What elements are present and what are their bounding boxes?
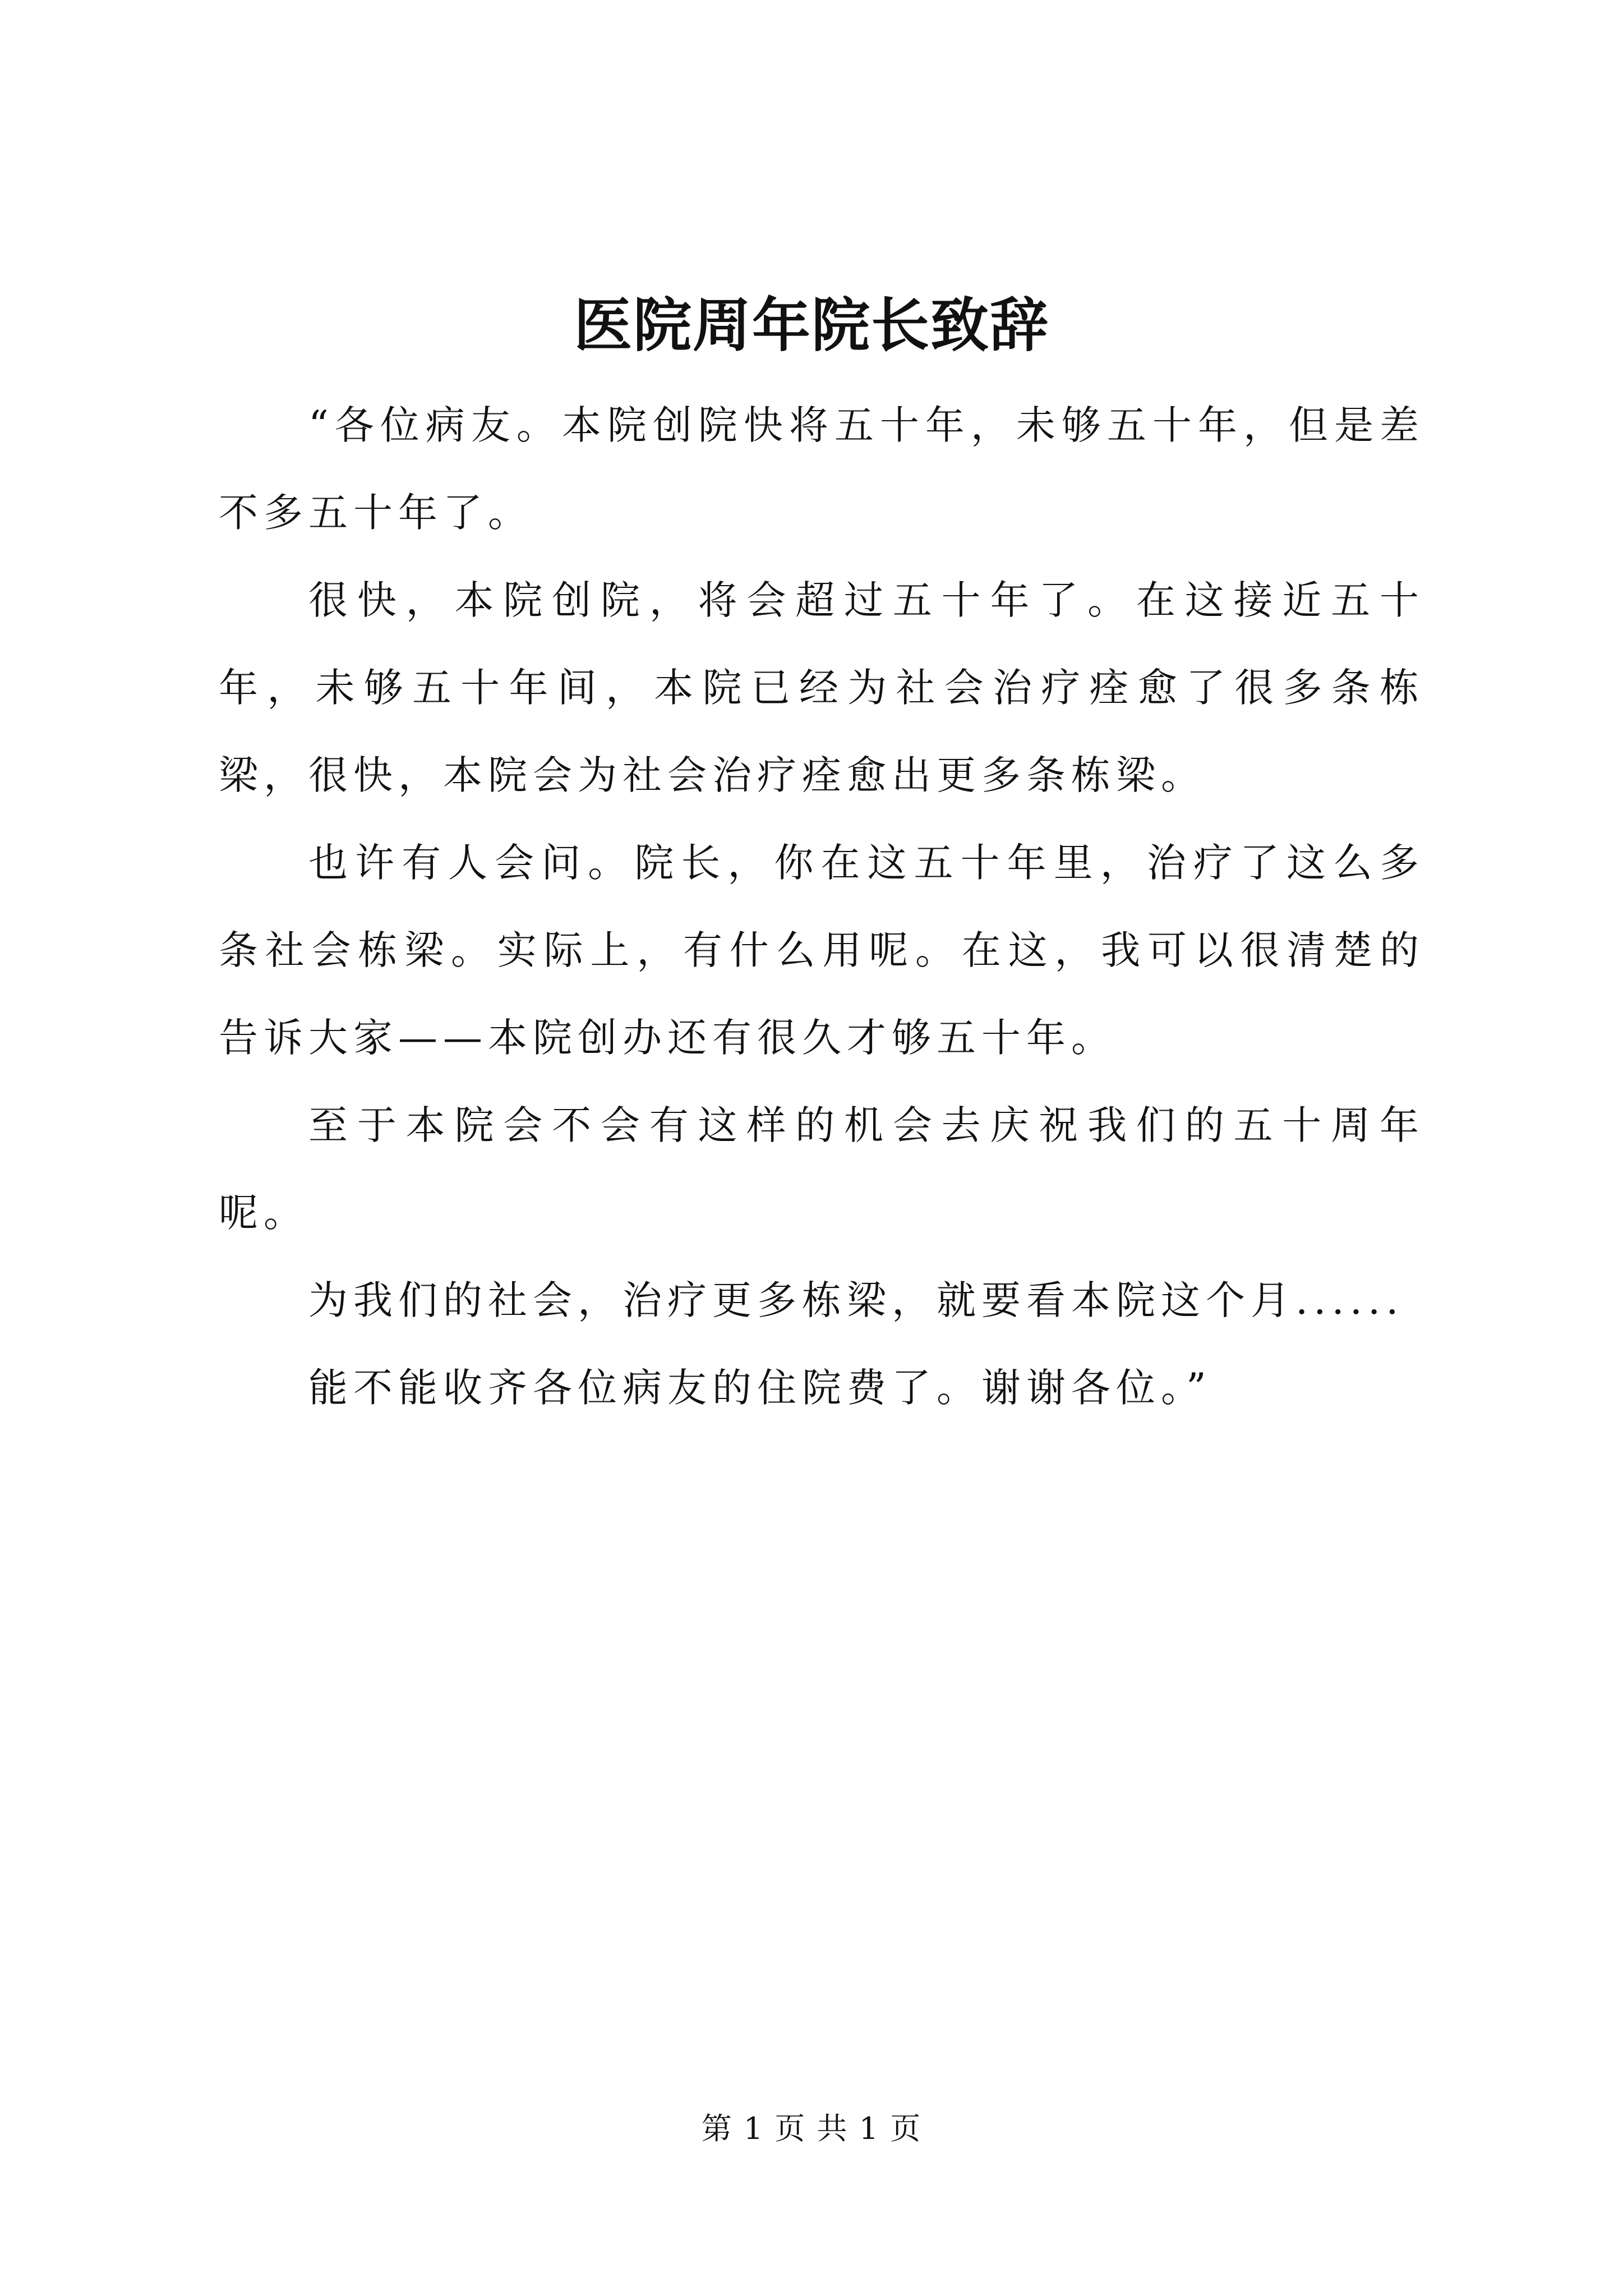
paragraph-3: 也许有人会问。院长，你在这五十年里，治疗了这么多条社会栋梁。实际上，有什么用呢。在这，我可以很清楚的告诉大家——本院创办还有很久才够五十年。 (219, 840, 1424, 1061)
document-title: 医院周年院长致辞 (573, 291, 1049, 360)
page-footer: 第 1 页 共 1 页 (701, 2111, 922, 2146)
paragraph-6: 能不能收齐各位病友的住院费了。谢谢各位。” (308, 1365, 1212, 1411)
document-body (219, 381, 1424, 1432)
paragraph-4: 至于本院会不会有这样的机会去庆祝我们的五十周年呢。 (219, 1102, 1424, 1236)
paragraph-5: 为我们的社会，治疗更多栋梁，就要看本院这个月...... (308, 1277, 1404, 1323)
paragraph-1: “各位病友。本院创院快将五十年，未够五十年，但是差不多五十年了。 (219, 402, 1424, 536)
paragraph-2: 很快，本院创院，将会超过五十年了。在这接近五十年，未够五十年间，本院已经为社会治疗痊愈了很多条栋梁，很快，本院会为社会治疗痊愈出更多条栋梁。 (219, 577, 1424, 798)
